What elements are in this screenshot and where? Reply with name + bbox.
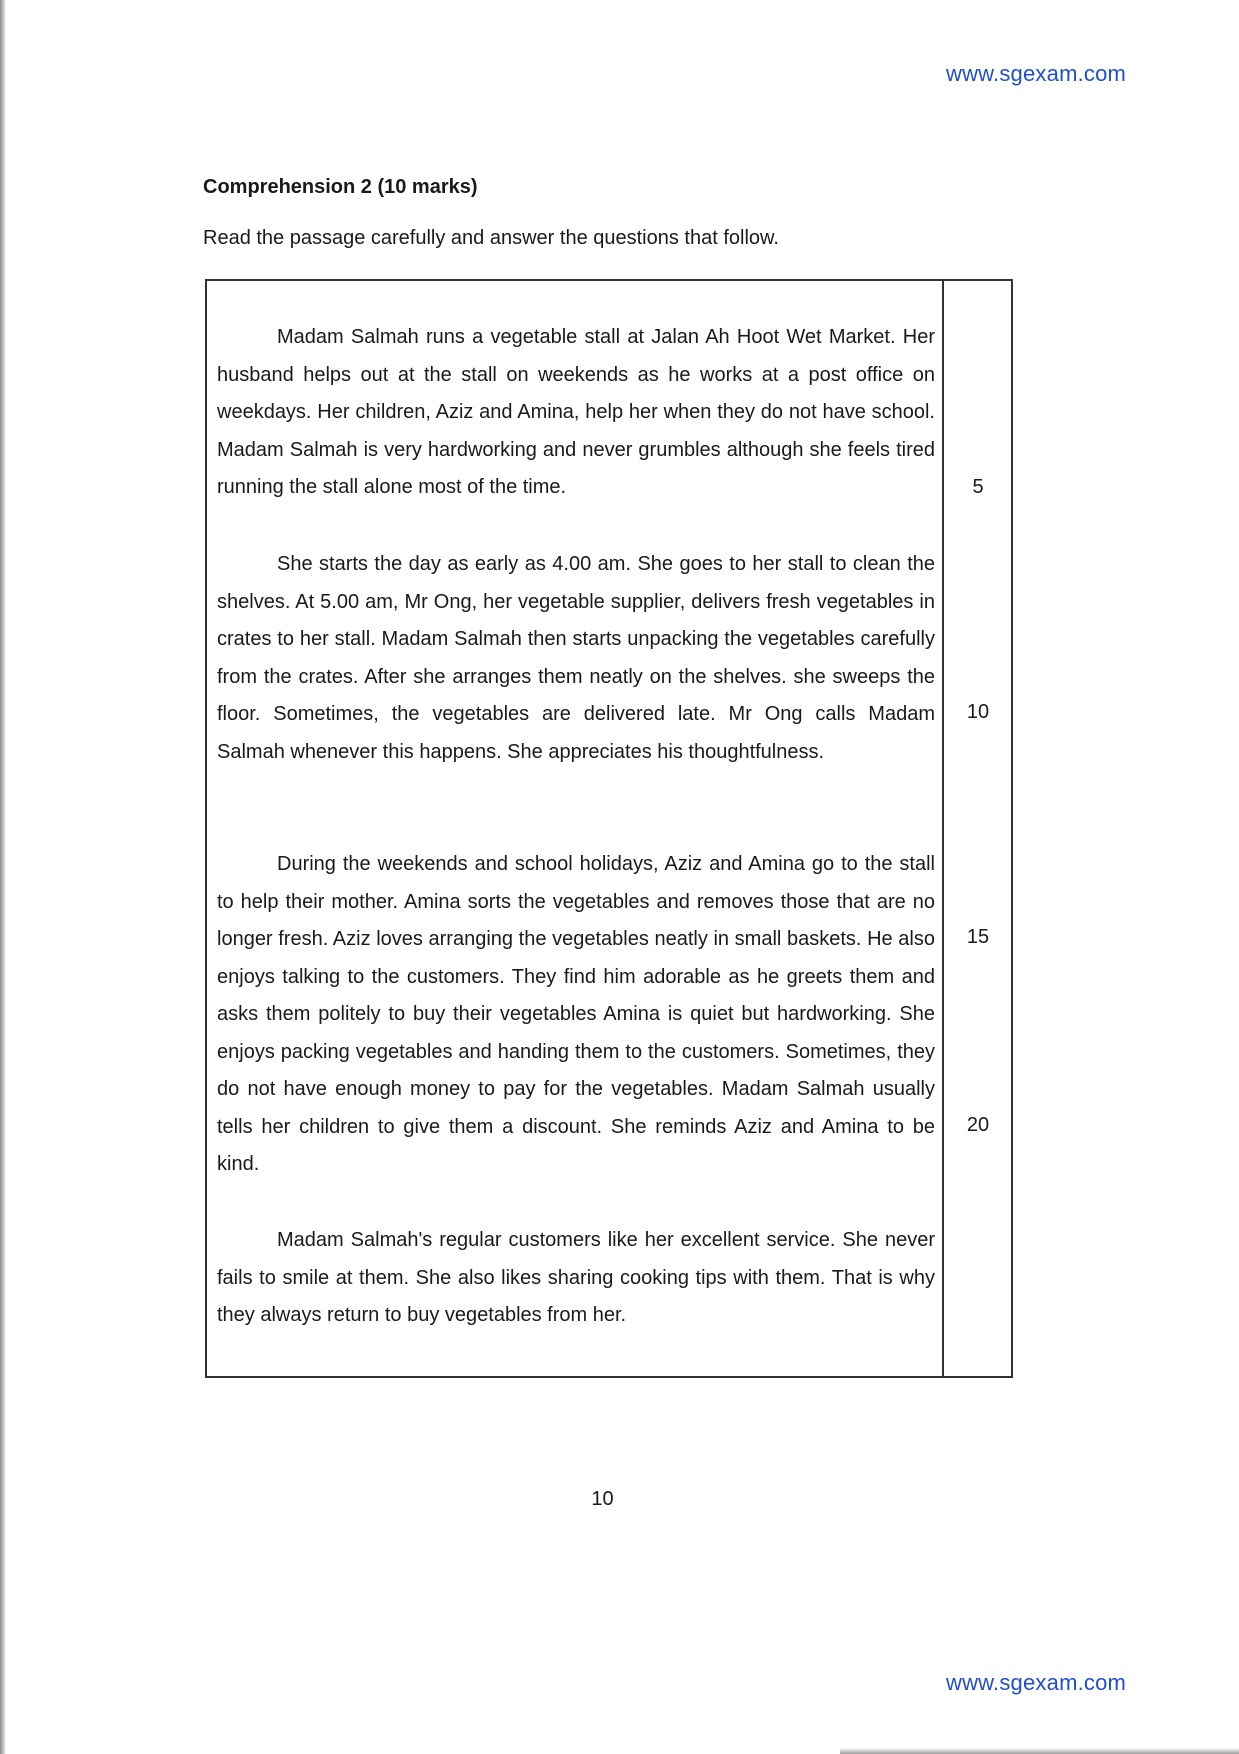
section-instruction: Read the passage carefully and answer the questions that follow. <box>203 227 779 249</box>
section-heading: Comprehension 2 (10 marks) <box>203 176 478 198</box>
passage-paragraph-4: Madam Salmah's regular customers like her excellent service. She never fails to smile at them. She also likes sharing cooking tips with them. That is why they always return to buy vegetables from her. <box>217 1229 935 1326</box>
page-number: 10 <box>591 1488 614 1510</box>
footer-site-link[interactable]: www.sgexam.com <box>946 1670 1127 1695</box>
passage-paragraph-2: She starts the day as early as 4.00 am. She goes to her stall to clean the shelves. At 5.00 am, Mr Ong, her vegetable supplier, delivers fresh vegetables in crates to her stall. Madam Salmah then starts unpacking the vegetables carefully from the crates. After she arranges them neatly on the shelves. she sweeps the floor. Sometimes, the vegetables are delivered late. Mr Ong calls Madam Salmah whenever this happens. She appreciates his thoughtfulness. <box>217 553 935 763</box>
scan-bottom-shadow <box>840 1748 1239 1754</box>
passage-paragraph-3: During the weekends and school holidays, Aziz and Amina go to the stall to help their mother. Amina sorts the vegetables and removes those that are no longer fresh. Aziz loves arranging the vegetables neatly in small baskets. He also enjoys talking to the customers. They find him adorable as he greets them and asks them politely to buy their vegetables Amina is quiet but hardworking. She enjoys packing vegetables and handing them to the customers. Sometimes, they do not have enough money to pay for the vegetables. Madam Salmah usually tells her children to give them a discount. She reminds Aziz and Amina to be kind. <box>217 853 935 1175</box>
line-number-column-divider <box>942 281 944 1376</box>
header-site-link[interactable]: www.sgexam.com <box>946 61 1127 86</box>
line-number-10: 10 <box>966 701 990 723</box>
line-number-15: 15 <box>966 926 990 948</box>
passage-box <box>205 279 1013 1378</box>
passage-paragraph-1: Madam Salmah runs a vegetable stall at Jalan Ah Hoot Wet Market. Her husband helps out at the stall on weekends as he works at a post office on weekdays. Her children, Aziz and Amina, help her when they do not have school. Madam Salmah is very hardworking and never grumbles although she feels tired running the stall alone most of the time. <box>217 326 935 498</box>
line-number-20: 20 <box>966 1114 990 1136</box>
line-number-5: 5 <box>972 476 984 498</box>
